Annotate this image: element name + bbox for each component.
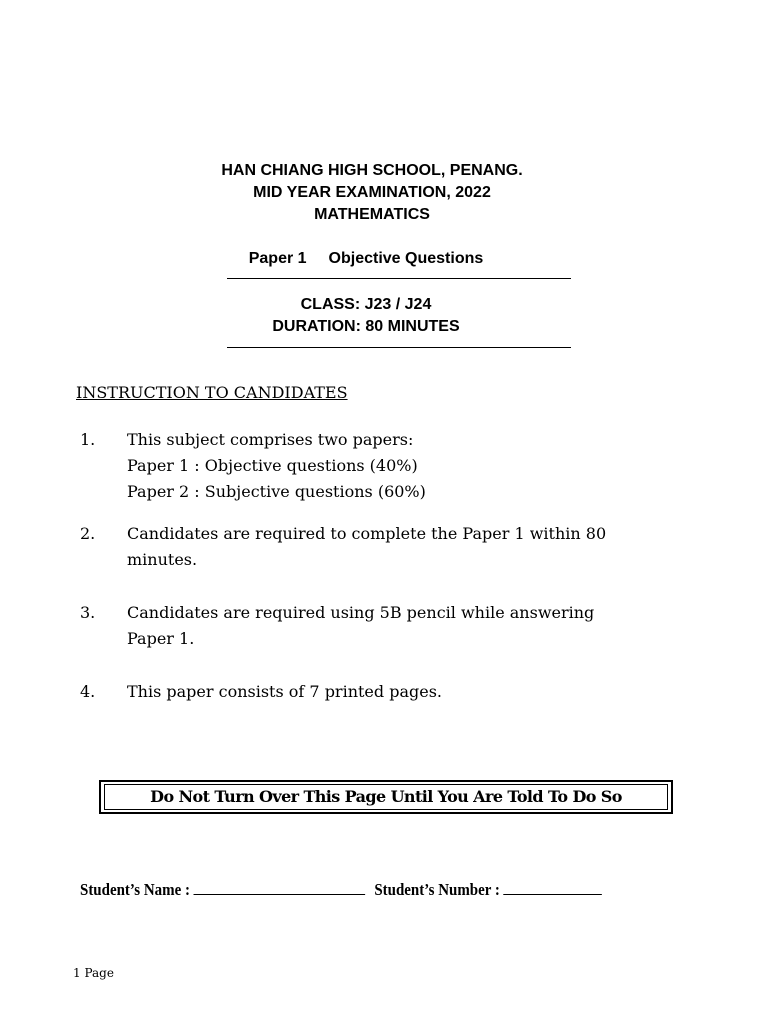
paper-title: Objective Questions [328, 250, 484, 267]
instruction-text: Candidates are required to complete the Paper 1 within 80 [127, 524, 607, 543]
instruction-text: This paper consists of 7 printed pages. [127, 682, 443, 701]
instruction-number: 2. [80, 524, 96, 543]
instruction-number: 4. [80, 682, 96, 701]
instruction-text: minutes. [127, 550, 198, 569]
exam-title: MID YEAR EXAMINATION, 2022 [253, 184, 491, 201]
student-number-field[interactable] [504, 882, 603, 895]
instruction-text: Candidates are required using 5B pencil while answering [127, 603, 595, 622]
instruction-text: Paper 1 : Objective questions (40%) [127, 456, 418, 475]
student-name-label: Student’s Name : [80, 880, 190, 899]
student-number-label: Student’s Number : [374, 880, 500, 899]
student-details [80, 880, 602, 900]
divider-bottom [227, 347, 571, 348]
notice-box [99, 780, 673, 814]
instruction-number: 3. [80, 603, 96, 622]
paper-number: Paper 1 [248, 250, 307, 267]
instruction-text: Paper 1. [127, 629, 195, 648]
page-footer: 1 Page [73, 966, 114, 980]
divider-top [227, 278, 571, 279]
instruction-number: 1. [80, 430, 96, 449]
notice-text: Do Not Turn Over This Page Until You Are Told To Do So [104, 784, 668, 810]
paper-line [0, 248, 750, 270]
subject-title: MATHEMATICS [314, 206, 430, 223]
instructions-heading: INSTRUCTION TO CANDIDATES [76, 383, 348, 402]
school-name: HAN CHIANG HIGH SCHOOL, PENANG. [221, 162, 523, 179]
duration-info: DURATION: 80 MINUTES [272, 318, 460, 335]
instruction-text: This subject comprises two papers: [127, 430, 414, 449]
instruction-text: Paper 2 : Subjective questions (60%) [127, 482, 426, 501]
student-name-field[interactable] [194, 882, 366, 895]
class-info: CLASS: J23 / J24 [300, 296, 432, 313]
